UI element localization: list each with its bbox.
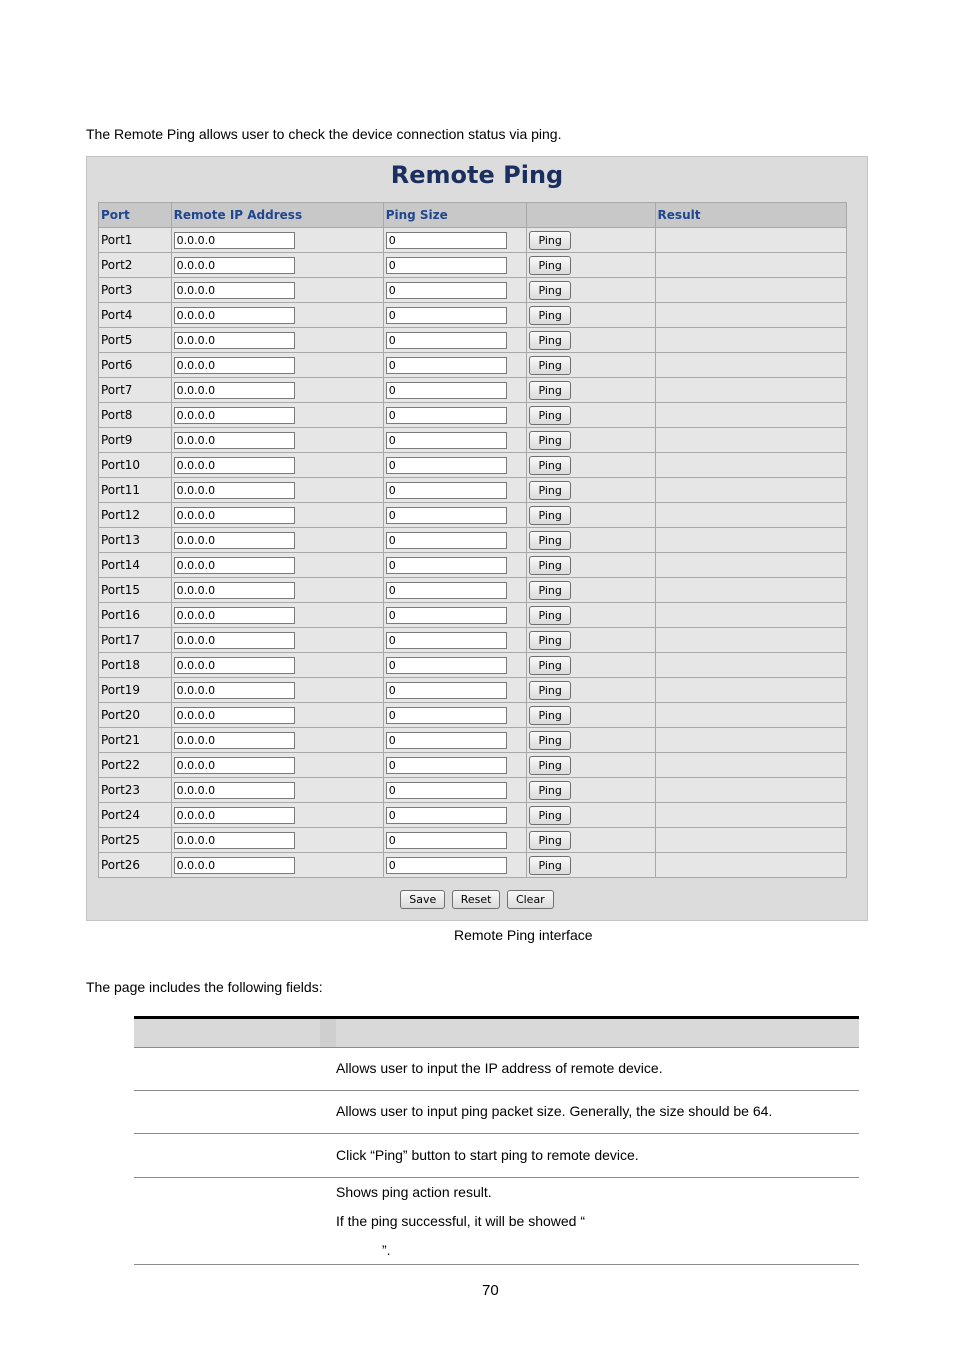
remote-ip-input[interactable] [174,782,295,799]
size-cell [383,528,527,553]
remote-ip-input[interactable] [174,357,295,374]
table-row [99,828,847,853]
figure-caption: Remote Ping interface [454,927,593,943]
port-label: Port1 [99,228,172,253]
remote-ip-input[interactable] [174,307,295,324]
ping-size-input[interactable] [386,282,507,299]
col-port-header: Port [99,203,172,228]
ip-cell [171,253,383,278]
ip-cell [171,328,383,353]
remote-ip-input[interactable] [174,432,295,449]
ping-button[interactable]: Ping [529,531,570,550]
action-cell [527,253,655,278]
port-label: Port14 [99,553,172,578]
ping-size-input[interactable] [386,582,507,599]
port-label: Port6 [99,353,172,378]
action-cell [527,628,655,653]
port-label: Port3 [99,278,172,303]
action-cell [527,778,655,803]
result-cell [655,253,846,278]
port-label: Port5 [99,328,172,353]
size-cell [383,728,527,753]
field-description: ”. [382,1242,391,1258]
ip-cell [171,678,383,703]
field-description: Allows user to input ping packet size. Generally, the size should be 64. [336,1103,773,1119]
table-row [99,303,847,328]
size-cell [383,453,527,478]
remote-ip-input[interactable] [174,682,295,699]
remote-ip-input[interactable] [174,582,295,599]
result-cell [655,628,846,653]
result-cell [655,378,846,403]
ping-size-input[interactable] [386,232,507,249]
field-row [134,1133,859,1177]
action-bar [87,890,867,909]
ping-size-input[interactable] [386,782,507,799]
ip-cell [171,278,383,303]
ping-size-input[interactable] [386,707,507,724]
port-label: Port20 [99,703,172,728]
port-label: Port16 [99,603,172,628]
remote-ip-input[interactable] [174,257,295,274]
port-label: Port19 [99,678,172,703]
port-label: Port24 [99,803,172,828]
action-cell [527,703,655,728]
port-label: Port4 [99,303,172,328]
action-cell [527,528,655,553]
size-cell [383,303,527,328]
result-cell [655,753,846,778]
size-cell [383,478,527,503]
remote-ip-input[interactable] [174,232,295,249]
result-cell [655,528,846,553]
ip-cell [171,578,383,603]
port-label: Port17 [99,628,172,653]
ip-cell [171,628,383,653]
remote-ip-input[interactable] [174,457,295,474]
table-row [99,728,847,753]
ip-cell [171,428,383,453]
ping-size-input[interactable] [386,332,507,349]
table-row [99,253,847,278]
ip-cell [171,853,383,878]
action-cell [527,653,655,678]
table-row [99,853,847,878]
action-cell [527,803,655,828]
ping-button[interactable]: Ping [529,806,570,825]
reset-button[interactable]: Reset [452,890,501,909]
size-cell [383,503,527,528]
table-row [99,803,847,828]
ip-cell [171,453,383,478]
table-header-row [99,203,847,228]
result-cell [655,453,846,478]
result-cell [655,803,846,828]
field-description: Click “Ping” button to start ping to remote device. [336,1147,639,1163]
result-cell [655,728,846,753]
result-cell [655,653,846,678]
ping-size-input[interactable] [386,557,507,574]
remote-ip-input[interactable] [174,857,295,874]
result-cell [655,603,846,628]
col-result-header: Result [655,203,846,228]
ip-cell [171,778,383,803]
remote-ip-input[interactable] [174,557,295,574]
size-cell [383,678,527,703]
port-label: Port25 [99,828,172,853]
action-cell [527,453,655,478]
port-label: Port2 [99,253,172,278]
field-description: If the ping successful, it will be showed “ [336,1213,586,1229]
col-action-header [527,203,655,228]
port-label: Port15 [99,578,172,603]
save-button[interactable]: Save [400,890,445,909]
ping-size-input[interactable] [386,682,507,699]
ping-button[interactable]: Ping [529,381,570,400]
ping-size-input[interactable] [386,657,507,674]
ping-size-input[interactable] [386,357,507,374]
ip-cell [171,653,383,678]
size-cell [383,753,527,778]
ip-cell [171,703,383,728]
remote-ip-input[interactable] [174,507,295,524]
remote-ip-input[interactable] [174,832,295,849]
action-cell [527,728,655,753]
remote-ip-input[interactable] [174,282,295,299]
table-row [99,753,847,778]
ip-cell [171,378,383,403]
action-cell [527,428,655,453]
result-cell [655,853,846,878]
result-cell [655,278,846,303]
panel-title: Remote Ping [390,161,564,189]
result-cell [655,578,846,603]
ip-cell [171,503,383,528]
action-cell [527,278,655,303]
action-cell [527,828,655,853]
remote-ip-input[interactable] [174,607,295,624]
result-cell [655,328,846,353]
ping-button[interactable]: Ping [529,831,570,850]
ip-cell [171,528,383,553]
action-cell [527,753,655,778]
ip-cell [171,728,383,753]
ip-cell [171,353,383,378]
action-cell [527,303,655,328]
ping-size-input[interactable] [386,832,507,849]
ping-button[interactable]: Ping [529,281,570,300]
remote-ip-input[interactable] [174,707,295,724]
size-cell [383,428,527,453]
action-cell [527,578,655,603]
port-label: Port8 [99,403,172,428]
remote-ip-input[interactable] [174,807,295,824]
remote-ip-input[interactable] [174,532,295,549]
ip-cell [171,553,383,578]
result-cell [655,828,846,853]
size-cell [383,253,527,278]
ping-button[interactable]: Ping [529,406,570,425]
port-label: Port13 [99,528,172,553]
table-row [99,403,847,428]
ping-size-input[interactable] [386,457,507,474]
size-cell [383,603,527,628]
table-row [99,328,847,353]
result-cell [655,478,846,503]
result-cell [655,778,846,803]
ping-size-input[interactable] [386,757,507,774]
table-row [99,628,847,653]
ping-size-input[interactable] [386,532,507,549]
action-cell [527,353,655,378]
col-size-header: Ping Size [383,203,527,228]
ping-button[interactable]: Ping [529,656,570,675]
ping-size-input[interactable] [386,257,507,274]
ping-button[interactable]: Ping [529,456,570,475]
ping-button[interactable]: Ping [529,356,570,375]
ip-cell [171,303,383,328]
table-row [99,478,847,503]
table-row [99,428,847,453]
ip-cell [171,403,383,428]
port-label: Port9 [99,428,172,453]
ping-size-input[interactable] [386,632,507,649]
port-label: Port7 [99,378,172,403]
remote-ip-input[interactable] [174,482,295,499]
result-cell [655,303,846,328]
clear-button[interactable]: Clear [507,890,554,909]
table-row [99,528,847,553]
port-label: Port23 [99,778,172,803]
port-label: Port18 [99,653,172,678]
field-row [134,1047,859,1090]
table-row [99,378,847,403]
ping-size-input[interactable] [386,382,507,399]
field-row [134,1177,859,1265]
ping-size-input[interactable] [386,807,507,824]
remote-ip-input[interactable] [174,332,295,349]
result-cell [655,428,846,453]
ping-button[interactable]: Ping [529,256,570,275]
ip-cell [171,603,383,628]
result-cell [655,353,846,378]
remote-ip-input[interactable] [174,757,295,774]
ip-cell [171,828,383,853]
field-description: Allows user to input the IP address of remote device. [336,1060,663,1076]
ping-button[interactable]: Ping [529,706,570,725]
remote-ping-panel [86,156,868,921]
action-cell [527,853,655,878]
ping-size-input[interactable] [386,732,507,749]
action-cell [527,403,655,428]
port-label: Port26 [99,853,172,878]
ping-size-input[interactable] [386,857,507,874]
size-cell [383,353,527,378]
col-ip-header: Remote IP Address [171,203,383,228]
ping-button[interactable]: Ping [529,331,570,350]
ping-button[interactable]: Ping [529,481,570,500]
table-row [99,278,847,303]
port-label: Port22 [99,753,172,778]
ping-size-input[interactable] [386,607,507,624]
size-cell [383,553,527,578]
fields-table-header [134,1016,859,1047]
action-cell [527,553,655,578]
port-label: Port10 [99,453,172,478]
remote-ip-input[interactable] [174,382,295,399]
port-label: Port21 [99,728,172,753]
table-row [99,228,847,253]
ping-size-input[interactable] [386,507,507,524]
ping-button[interactable]: Ping [529,506,570,525]
port-label: Port12 [99,503,172,528]
size-cell [383,803,527,828]
field-description: Shows ping action result. [336,1184,492,1200]
table-row [99,353,847,378]
ping-button[interactable]: Ping [529,756,570,775]
fields-table [134,1016,859,1265]
table-row [99,503,847,528]
remote-ip-input[interactable] [174,632,295,649]
action-cell [527,503,655,528]
size-cell [383,703,527,728]
ping-size-input[interactable] [386,482,507,499]
table-row [99,703,847,728]
result-cell [655,703,846,728]
result-cell [655,678,846,703]
page-number: 70 [482,1282,499,1299]
table-row [99,778,847,803]
result-cell [655,553,846,578]
ping-size-input[interactable] [386,432,507,449]
size-cell [383,578,527,603]
remote-ip-input[interactable] [174,407,295,424]
size-cell [383,378,527,403]
action-cell [527,228,655,253]
action-cell [527,678,655,703]
ping-button[interactable]: Ping [529,856,570,875]
action-cell [527,328,655,353]
ping-button[interactable]: Ping [529,581,570,600]
size-cell [383,403,527,428]
table-row [99,653,847,678]
table-row [99,578,847,603]
action-cell [527,478,655,503]
ip-cell [171,228,383,253]
remote-ip-input[interactable] [174,732,295,749]
action-cell [527,603,655,628]
size-cell [383,328,527,353]
ping-size-input[interactable] [386,307,507,324]
result-cell [655,503,846,528]
result-cell [655,403,846,428]
field-row [134,1090,859,1133]
ping-button[interactable]: Ping [529,731,570,750]
table-row [99,603,847,628]
size-cell [383,653,527,678]
port-label: Port11 [99,478,172,503]
size-cell [383,828,527,853]
ping-button[interactable]: Ping [529,556,570,575]
table-row [99,553,847,578]
ping-button[interactable]: Ping [529,306,570,325]
ping-button[interactable]: Ping [529,681,570,700]
ping-button[interactable]: Ping [529,781,570,800]
size-cell [383,628,527,653]
result-cell [655,228,846,253]
ping-button[interactable]: Ping [529,606,570,625]
ping-size-input[interactable] [386,407,507,424]
ip-cell [171,753,383,778]
remote-ping-table [98,202,847,878]
remote-ip-input[interactable] [174,657,295,674]
intro-text: The Remote Ping allows user to check the device connection status via ping. [86,126,562,142]
size-cell [383,278,527,303]
size-cell [383,778,527,803]
table-row [99,678,847,703]
size-cell [383,853,527,878]
size-cell [383,228,527,253]
fields-intro: The page includes the following fields: [86,979,323,995]
ip-cell [171,478,383,503]
ping-button[interactable]: Ping [529,231,570,250]
ping-button[interactable]: Ping [529,631,570,650]
action-cell [527,378,655,403]
table-row [99,453,847,478]
ping-button[interactable]: Ping [529,431,570,450]
ip-cell [171,803,383,828]
